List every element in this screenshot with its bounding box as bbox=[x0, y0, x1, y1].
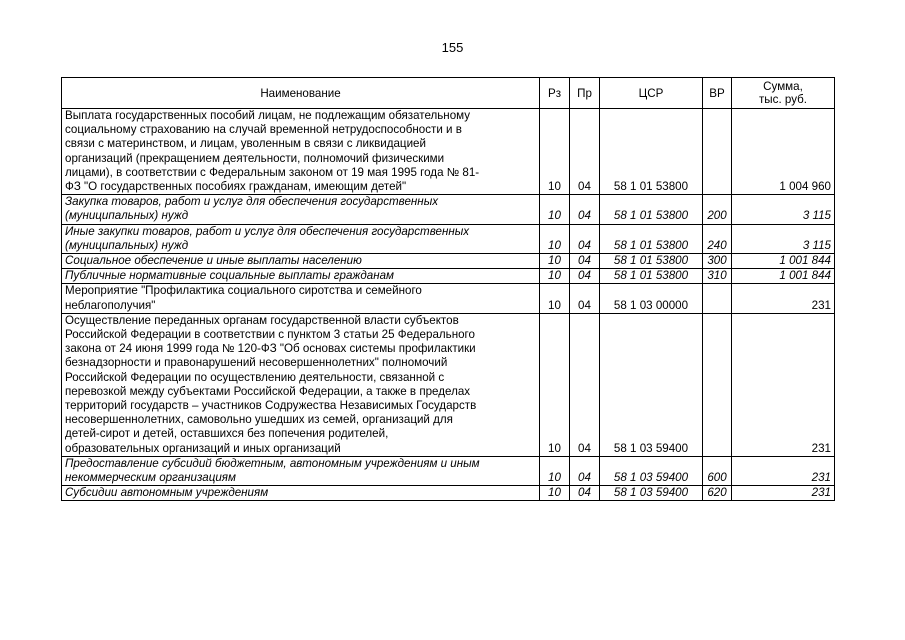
row-vr: 310 bbox=[703, 269, 732, 284]
row-name-line: (муниципальных) нужд bbox=[65, 238, 189, 252]
row-sum: 231 bbox=[732, 486, 835, 501]
row-pr: 04 bbox=[570, 486, 600, 501]
row-name-line: Публичные нормативные социальные выплаты гражданам bbox=[65, 269, 395, 283]
row-pr: 04 bbox=[570, 313, 600, 456]
page-number: 155 bbox=[441, 40, 464, 55]
row-csr: 58 1 01 53800 bbox=[600, 254, 703, 269]
row-name-line: образовательных организаций и иных организаций bbox=[65, 441, 341, 455]
row-sum: 231 bbox=[732, 456, 835, 485]
row-name bbox=[62, 284, 540, 313]
header-sum-line1: Сумма, bbox=[763, 80, 803, 93]
row-csr: 58 1 03 59400 bbox=[600, 313, 703, 456]
row-name bbox=[62, 269, 540, 284]
row-csr: 58 1 01 53800 bbox=[600, 224, 703, 253]
header-csr: ЦСР bbox=[600, 78, 703, 109]
row-rz: 10 bbox=[540, 313, 570, 456]
row-sum: 1 001 844 bbox=[732, 254, 835, 269]
header-rz: Рз bbox=[540, 78, 570, 109]
row-name bbox=[62, 456, 540, 485]
row-vr bbox=[703, 284, 732, 313]
table-row bbox=[62, 224, 835, 253]
table-header-row bbox=[62, 78, 835, 109]
table-row bbox=[62, 254, 835, 269]
row-vr: 240 bbox=[703, 224, 732, 253]
header-name: Наименование bbox=[62, 78, 540, 109]
header-sum bbox=[732, 78, 835, 109]
row-name bbox=[62, 109, 540, 195]
row-csr: 58 1 01 53800 bbox=[600, 109, 703, 195]
table-row bbox=[62, 456, 835, 485]
row-vr: 620 bbox=[703, 486, 732, 501]
row-name-line: Субсидии автономным учреждениям bbox=[65, 486, 269, 500]
row-sum: 3 115 bbox=[732, 195, 835, 224]
row-sum: 3 115 bbox=[732, 224, 835, 253]
row-csr: 58 1 03 59400 bbox=[600, 456, 703, 485]
row-rz: 10 bbox=[540, 254, 570, 269]
row-name-line: некоммерческим организациям bbox=[65, 471, 236, 485]
row-csr: 58 1 03 00000 bbox=[600, 284, 703, 313]
row-csr: 58 1 01 53800 bbox=[600, 269, 703, 284]
row-name-line: территорий государств – участников Содружества Независимых Государств bbox=[65, 399, 477, 413]
row-rz: 10 bbox=[540, 284, 570, 313]
row-name bbox=[62, 195, 540, 224]
row-name-line: лицами), в соответствии с Федеральным законом от 19 мая 1995 года № 81- bbox=[65, 165, 480, 179]
row-pr: 04 bbox=[570, 284, 600, 313]
row-vr: 600 bbox=[703, 456, 732, 485]
row-rz: 10 bbox=[540, 486, 570, 501]
table-row bbox=[62, 269, 835, 284]
table-row bbox=[62, 284, 835, 313]
row-sum: 231 bbox=[732, 284, 835, 313]
row-vr: 200 bbox=[703, 195, 732, 224]
row-name-line: Российской Федерации по осуществлению деятельности, связанной с bbox=[65, 370, 445, 384]
row-name bbox=[62, 224, 540, 253]
row-name-line: (муниципальных) нужд bbox=[65, 209, 189, 223]
row-pr: 04 bbox=[570, 224, 600, 253]
budget-table bbox=[61, 77, 835, 501]
row-name-line: организаций (прекращением деятельности, полномочий физическими bbox=[65, 151, 445, 165]
row-name-line: Предоставление субсидий бюджетным, автономным учреждениям и иным bbox=[65, 456, 480, 470]
table-row bbox=[62, 486, 835, 501]
row-sum: 1 004 960 bbox=[732, 109, 835, 195]
row-name-line: Иные закупки товаров, работ и услуг для обеспечения государственных bbox=[65, 224, 470, 238]
table-row bbox=[62, 109, 835, 195]
row-name-line: детей-сирот и детей, оставшихся без попечения родителей, bbox=[65, 427, 389, 441]
row-rz: 10 bbox=[540, 456, 570, 485]
row-name-line: социальному страхованию на случай временной нетрудоспособности и в bbox=[65, 123, 462, 137]
header-sum-line2: тыс. руб. bbox=[759, 93, 807, 106]
row-pr: 04 bbox=[570, 254, 600, 269]
row-pr: 04 bbox=[570, 269, 600, 284]
row-name-line: несовершеннолетних, самовольно ушедших из семей, организаций для bbox=[65, 413, 453, 427]
row-name-line: Мероприятие "Профилактика социального сиротства и семейного bbox=[65, 284, 422, 298]
row-vr: 300 bbox=[703, 254, 732, 269]
row-name bbox=[62, 254, 540, 269]
row-vr bbox=[703, 313, 732, 456]
row-name-line: Российской Федерации в соответствии с пунктом 3 статьи 25 Федерального bbox=[65, 328, 475, 342]
row-name-line: Выплата государственных пособий лицам, не подлежащим обязательному bbox=[65, 109, 471, 122]
row-name-line: Закупка товаров, работ и услуг для обеспечения государственных bbox=[65, 195, 439, 209]
row-csr: 58 1 01 53800 bbox=[600, 195, 703, 224]
header-vr: ВР bbox=[703, 78, 732, 109]
row-rz: 10 bbox=[540, 224, 570, 253]
row-pr: 04 bbox=[570, 456, 600, 485]
header-pr: Пр bbox=[570, 78, 600, 109]
row-csr: 58 1 03 59400 bbox=[600, 486, 703, 501]
row-name-line: Социальное обеспечение и иные выплаты населению bbox=[65, 254, 362, 268]
row-sum: 231 bbox=[732, 313, 835, 456]
row-name-line: ФЗ "О государственных пособиях гражданам, имеющим детей" bbox=[65, 180, 407, 194]
row-pr: 04 bbox=[570, 109, 600, 195]
row-rz: 10 bbox=[540, 269, 570, 284]
row-name-line: связи с материнством, и лицам, уволенным в связи с ликвидацией bbox=[65, 137, 426, 151]
row-name bbox=[62, 486, 540, 501]
table-row bbox=[62, 313, 835, 456]
row-vr bbox=[703, 109, 732, 195]
row-rz: 10 bbox=[540, 109, 570, 195]
row-name-line: неблагополучия" bbox=[65, 298, 156, 312]
table-row bbox=[62, 195, 835, 224]
row-name-line: перевозкой между субъектами Российской Федерации, а также в пределах bbox=[65, 384, 471, 398]
row-name-line: закона от 24 июня 1999 года № 120-ФЗ "Об основах системы профилактики bbox=[65, 342, 476, 356]
row-name-line: безнадзорности и правонарушений несовершеннолетних" полномочий bbox=[65, 356, 448, 370]
row-pr: 04 bbox=[570, 195, 600, 224]
row-sum: 1 001 844 bbox=[732, 269, 835, 284]
row-name-line: Осуществление переданных органам государственной власти субъектов bbox=[65, 313, 459, 327]
row-name bbox=[62, 313, 540, 456]
row-rz: 10 bbox=[540, 195, 570, 224]
